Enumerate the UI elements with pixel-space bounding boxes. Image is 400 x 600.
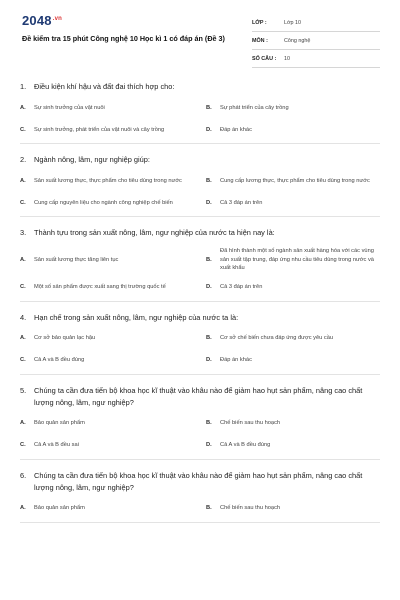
option-text: Cả A và B đều sai bbox=[34, 442, 79, 449]
option-letter: C. bbox=[20, 442, 26, 449]
logo-suffix: .vn bbox=[52, 15, 63, 22]
option-letter: A. bbox=[20, 104, 26, 111]
option-letter: C. bbox=[20, 357, 26, 364]
question-text: Chúng ta cần đưa tiến bộ khoa học kĩ thuật vào khâu nào để giảm hao hụt sản phẩm, nâng cao chất lượng nông, lâm, ngư nghiệp? bbox=[34, 385, 363, 407]
option-d[interactable] bbox=[206, 350, 378, 372]
option-letter: B. bbox=[206, 177, 212, 184]
page-header bbox=[0, 0, 400, 76]
question-number: 2. bbox=[20, 155, 27, 164]
option-text: Bảo quản sản phẩm bbox=[34, 420, 85, 427]
option-letter: A. bbox=[20, 505, 26, 512]
meta-label: LỚP : bbox=[252, 19, 267, 26]
option-b[interactable] bbox=[206, 413, 378, 435]
question-list bbox=[20, 78, 380, 530]
meta-value: Lớp 10 bbox=[284, 19, 302, 26]
meta-row-class bbox=[252, 14, 380, 32]
option-grid bbox=[20, 498, 380, 520]
option-d[interactable] bbox=[206, 119, 378, 141]
option-c[interactable] bbox=[20, 119, 192, 141]
question-stem bbox=[20, 309, 380, 328]
option-b[interactable] bbox=[206, 498, 378, 520]
question-3 bbox=[20, 224, 380, 302]
question-6 bbox=[20, 467, 380, 523]
option-letter: C. bbox=[20, 284, 26, 291]
option-text: Sự sinh trưởng, phát triển của vật nuôi và cây trồng bbox=[34, 126, 165, 133]
question-number: 1. bbox=[20, 82, 27, 91]
option-text: Đã hình thành một số ngành sản xuất hàng hóa với các vùng sản xuất tập trung, đáp ứng nhu cầu tiêu dùng trong nước và xuất khẩu bbox=[220, 248, 374, 271]
option-letter: D. bbox=[206, 199, 212, 206]
option-letter: B. bbox=[206, 104, 212, 111]
site-logo[interactable] bbox=[22, 13, 62, 28]
option-grid bbox=[20, 97, 380, 141]
question-stem bbox=[20, 224, 380, 243]
question-number: 3. bbox=[20, 228, 27, 237]
option-d[interactable] bbox=[206, 192, 378, 214]
option-text: Chế biến sau thu hoạch bbox=[220, 505, 281, 512]
option-text: Đáp án khác bbox=[220, 126, 252, 133]
question-stem bbox=[20, 382, 380, 413]
option-letter: A. bbox=[20, 420, 26, 427]
option-b[interactable] bbox=[206, 97, 378, 119]
option-d[interactable] bbox=[206, 435, 378, 457]
meta-label: SỐ CÂU : bbox=[252, 55, 277, 62]
option-grid bbox=[20, 243, 380, 299]
option-d[interactable] bbox=[206, 277, 378, 299]
option-letter: A. bbox=[20, 177, 26, 184]
option-text: Cơ sở bảo quản lạc hậu bbox=[34, 335, 96, 342]
option-text: Một số sản phẩm được xuất sang thị trường quốc tế bbox=[34, 284, 166, 291]
question-text: Điều kiện khí hậu và đất đai thích hợp cho: bbox=[34, 82, 175, 91]
option-b[interactable] bbox=[206, 328, 378, 350]
question-text: Hạn chế trong sản xuất nông, lâm, ngư nghiệp của nước ta là: bbox=[34, 312, 239, 322]
option-a[interactable] bbox=[20, 97, 192, 119]
question-stem bbox=[20, 78, 380, 97]
option-letter: B. bbox=[206, 420, 212, 427]
option-text: Cả 3 đáp án trên bbox=[220, 284, 263, 291]
option-letter: D. bbox=[206, 442, 212, 449]
meta-row-count bbox=[252, 50, 380, 68]
meta-label: MÔN : bbox=[252, 37, 268, 44]
option-c[interactable] bbox=[20, 277, 192, 299]
question-stem bbox=[20, 467, 380, 498]
option-text: Cả A và B đều đúng bbox=[220, 442, 271, 449]
option-text: Bảo quản sản phẩm bbox=[34, 505, 85, 512]
question-4 bbox=[20, 309, 380, 375]
option-b[interactable] bbox=[206, 170, 378, 192]
option-c[interactable] bbox=[20, 192, 192, 214]
option-letter: A. bbox=[20, 256, 26, 263]
meta-value: Công nghệ bbox=[284, 37, 311, 44]
option-text: Đáp án khác bbox=[220, 357, 252, 364]
option-a[interactable] bbox=[20, 328, 192, 350]
option-letter: D. bbox=[206, 126, 212, 133]
option-a[interactable] bbox=[20, 498, 192, 520]
question-2 bbox=[20, 151, 380, 217]
logo-text: 2048 bbox=[22, 13, 52, 28]
option-a[interactable] bbox=[20, 243, 192, 277]
option-letter: D. bbox=[206, 357, 212, 364]
option-letter: C. bbox=[20, 199, 26, 206]
question-number: 5. bbox=[20, 385, 27, 395]
option-c[interactable] bbox=[20, 350, 192, 372]
question-text: Chúng ta cần đưa tiến bộ khoa học kĩ thuật vào khâu nào để giảm hao hụt sản phẩm, nâng cao chất lượng nông, lâm, ngư nghiệp? bbox=[34, 470, 363, 492]
option-text: Sự phát triển của cây trồng bbox=[220, 104, 289, 111]
question-stem bbox=[20, 151, 380, 170]
option-letter: D. bbox=[206, 284, 212, 291]
question-5 bbox=[20, 382, 380, 460]
option-letter: B. bbox=[206, 256, 212, 263]
option-a[interactable] bbox=[20, 170, 192, 192]
option-letter: A. bbox=[20, 335, 26, 342]
question-number: 6. bbox=[20, 470, 27, 480]
question-text: Ngành nông, lâm, ngư nghiệp giúp: bbox=[34, 155, 150, 164]
option-c[interactable] bbox=[20, 435, 192, 457]
meta-value: 10 bbox=[284, 55, 290, 62]
meta-panel bbox=[252, 14, 380, 68]
question-1 bbox=[20, 78, 380, 144]
option-b[interactable] bbox=[206, 243, 378, 277]
option-text: Sự sinh trưởng của vật nuôi bbox=[34, 104, 105, 111]
option-grid bbox=[20, 170, 380, 214]
option-text: Chế biến sau thu hoạch bbox=[220, 420, 281, 427]
option-text: Cung cấp lương thực, thực phẩm cho tiêu dùng trong nước bbox=[220, 177, 370, 184]
option-text: Sản xuất lương thực tăng liên tục bbox=[34, 256, 119, 263]
option-text: Cung cấp nguyên liệu cho ngành công nghiệp chế biến bbox=[34, 199, 173, 206]
option-grid bbox=[20, 413, 380, 457]
option-a[interactable] bbox=[20, 413, 192, 435]
option-text: Sản xuất lương thực, thực phẩm cho tiêu dùng trong nước bbox=[34, 177, 182, 184]
question-number: 4. bbox=[20, 312, 27, 322]
option-text: Cả 3 đáp án trên bbox=[220, 199, 263, 206]
option-text: Cả A và B đều đúng bbox=[34, 357, 85, 364]
option-letter: C. bbox=[20, 126, 26, 133]
page-title: Đề kiểm tra 15 phút Công nghệ 10 Học kì 1 có đáp án (Đề 3) bbox=[22, 34, 225, 43]
option-grid bbox=[20, 328, 380, 372]
option-text: Cơ sở chế biến chưa đáp ứng được yêu cầu bbox=[220, 335, 334, 342]
meta-row-subject bbox=[252, 32, 380, 50]
option-letter: B. bbox=[206, 335, 212, 342]
question-text: Thành tựu trong sản xuất nông, lâm, ngư nghiệp của nước ta hiện nay là: bbox=[34, 228, 275, 237]
option-letter: B. bbox=[206, 505, 212, 512]
